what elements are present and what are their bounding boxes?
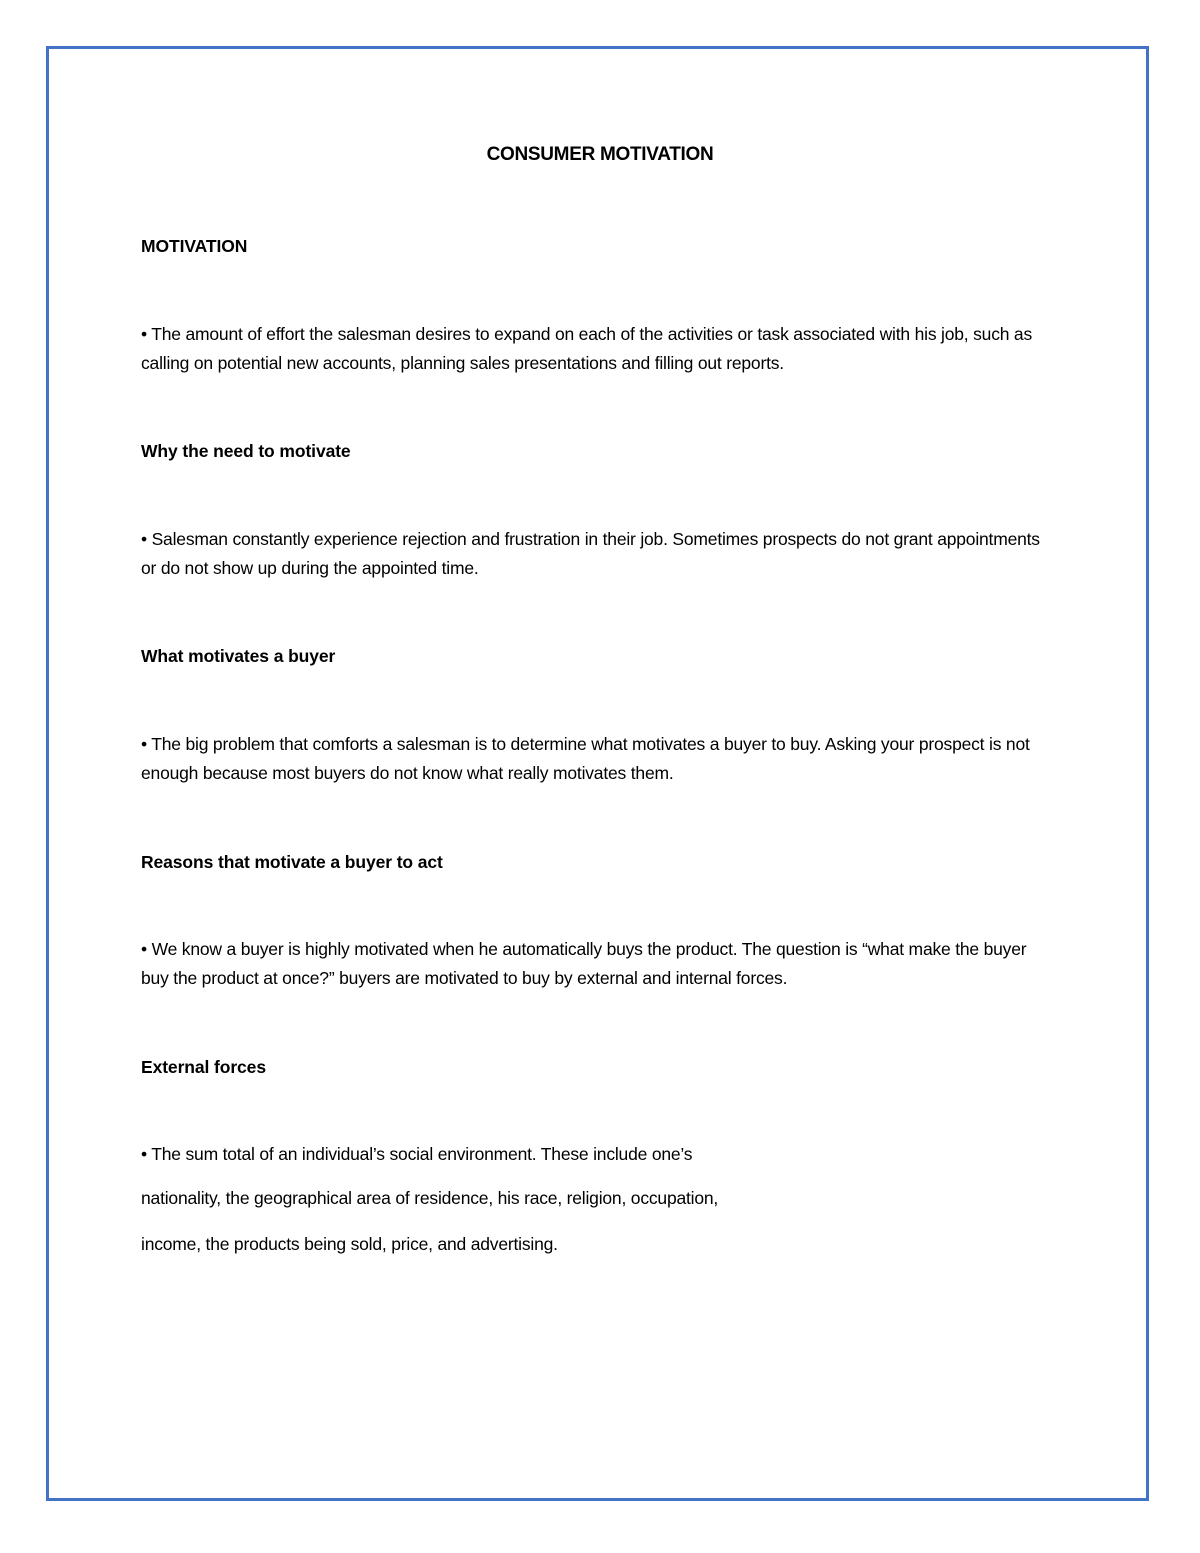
section-heading-reasons: Reasons that motivate a buyer to act (141, 852, 443, 872)
section-heading-why-motivate: Why the need to motivate (141, 441, 351, 461)
section-body-what-motivates: • The big problem that comforts a salesman is to determine what motivates a buyer to buy. Asking your prospect is not enough because most buyers do not know what really motivates them. (141, 734, 1030, 783)
section-heading-external-forces: External forces (141, 1057, 266, 1077)
section-heading-what-motivates: What motivates a buyer (141, 646, 336, 666)
section-line-external-3: income, the products being sold, price, and advertising. (141, 1234, 558, 1254)
section-body-reasons: • We know a buyer is highly motivated when he automatically buys the product. The question is “what make the buyer buy the product at once?” buyers are motivated to buy by external and internal forces. (141, 939, 1027, 988)
section-body-why-motivate: • Salesman constantly experience rejection and frustration in their job. Sometimes prospects do not grant appointments or do not show up during the appointed time. (141, 529, 1040, 578)
section-body-motivation: • The amount of effort the salesman desires to expand on each of the activities or task associated with his job, such as calling on potential new accounts, planning sales presentations and filling out reports. (141, 324, 1033, 373)
document-title: CONSUMER MOTIVATION (486, 144, 714, 165)
section-line-external-2: nationality, the geographical area of residence, his race, religion, occupation, (141, 1188, 719, 1208)
section-heading-motivation: MOTIVATION (141, 236, 248, 256)
section-line-external-1: • The sum total of an individual’s social environment. These include one’s (141, 1144, 693, 1164)
